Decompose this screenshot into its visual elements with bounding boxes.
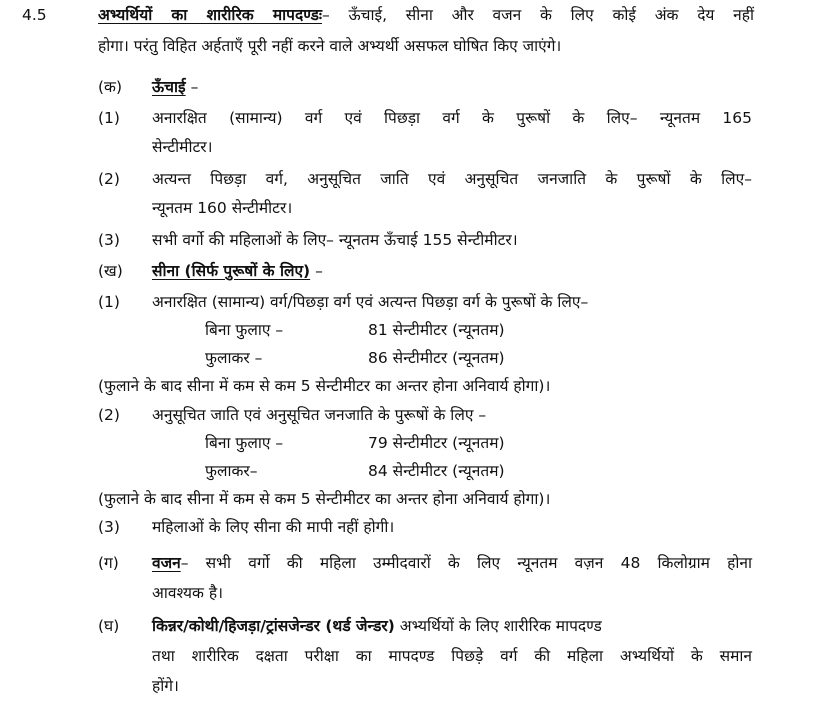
weight-line2: आवश्यक है। bbox=[152, 584, 223, 602]
chest-group2-row2-label: फुलाकर– bbox=[205, 462, 258, 480]
chest-group1-row1-label: बिना फुलाए – bbox=[205, 321, 284, 339]
height-item1-line2: सेन्टीमीटर। bbox=[152, 138, 213, 156]
chest-group2-num: (2) bbox=[98, 406, 120, 424]
chest-group1-text: अनारक्षित (सामान्य) वर्ग/पिछड़ा वर्ग एवं अत्यन्त पिछड़ा वर्ग के पुरूषों के लिए– bbox=[152, 293, 589, 311]
height-marker: (क) bbox=[98, 78, 122, 96]
section-intro-line2: होगा। परंतु विहित अर्हताएँ पूरी नहीं करने वाले अभ्यर्थी असफल घोषित किए जाएंगे। bbox=[98, 37, 562, 55]
chest-group2-text: अनुसूचित जाति एवं अनुसूचित जनजाति के पुरूषों के लिए – bbox=[152, 406, 487, 424]
transgender-title: किन्नर/कोथी/हिजड़ा/ट्रांसजेन्डर (थर्ड जेन्डर) bbox=[152, 617, 395, 635]
height-title: ऊँचाई bbox=[152, 78, 186, 96]
chest-group2-row2-value: 84 सेन्टीमीटर (न्यूनतम) bbox=[368, 462, 505, 480]
weight-marker: (ग) bbox=[98, 554, 119, 572]
height-item2-line1: अत्यन्त पिछड़ा वर्ग, अनुसूचित जाति एवं अनुसूचित जनजाति के पुरूषों के लिए– bbox=[152, 170, 752, 188]
chest-group1-row2-value: 86 सेन्टीमीटर (न्यूनतम) bbox=[368, 349, 505, 367]
section-heading: अभ्यर्थियों का शारीरिक मापदण्डः bbox=[98, 6, 322, 24]
chest-dash: – bbox=[310, 262, 323, 280]
chest-group1-note: (फुलाने के बाद सीना में कम से कम 5 सेन्टीमीटर का अन्तर होना अनिवार्य होगा)। bbox=[98, 377, 551, 395]
height-item3-line1: सभी वर्गो की महिलाओं के लिए– न्यूनतम ऊँचाई 155 सेन्टीमीटर। bbox=[152, 231, 518, 249]
height-heading bbox=[152, 76, 198, 98]
transgender-line1 bbox=[152, 615, 602, 637]
chest-group1-row2-label: फुलाकर – bbox=[205, 349, 263, 367]
chest-group1-row1-value: 81 सेन्टीमीटर (न्यूनतम) bbox=[368, 321, 505, 339]
intro-text: – ऊँचाई, सीना और वजन के लिए कोई अंक देय नहीं bbox=[322, 6, 754, 24]
chest-item3-num: (3) bbox=[98, 518, 120, 536]
chest-group2-row1-value: 79 सेन्टीमीटर (न्यूनतम) bbox=[368, 434, 505, 452]
weight-line1 bbox=[152, 552, 752, 574]
transgender-line2: तथा शारीरिक दक्षता परीक्षा का मापदण्ड पिछड़े वर्ग की महिला अभ्यर्थियों के समान bbox=[152, 647, 752, 665]
height-item1-line1: अनारक्षित (सामान्य) वर्ग एवं पिछड़ा वर्ग के पुरूषों के लिए– न्यूनतम 165 bbox=[152, 109, 752, 127]
transgender-text: अभ्यर्थियों के लिए शारीरिक मापदण्ड bbox=[394, 617, 602, 635]
chest-item3-text: महिलाओं के लिए सीना की मापी नहीं होगी। bbox=[152, 518, 395, 536]
height-item3-num: (3) bbox=[98, 231, 120, 249]
section-intro-line1 bbox=[98, 4, 754, 26]
weight-text: – सभी वर्गो की महिला उम्मीदवारों के लिए न्यूनतम वज़न 48 किलोग्राम होना bbox=[180, 554, 752, 572]
chest-group2-note: (फुलाने के बाद सीना में कम से कम 5 सेन्टीमीटर का अन्तर होना अनिवार्य होगा)। bbox=[98, 490, 551, 508]
chest-group2-row1-label: बिना फुलाए – bbox=[205, 434, 284, 452]
transgender-line3: होंगे। bbox=[152, 677, 179, 695]
height-item2-num: (2) bbox=[98, 170, 120, 188]
height-item1-num: (1) bbox=[98, 109, 120, 127]
transgender-marker: (घ) bbox=[98, 617, 120, 635]
chest-title: सीना (सिर्फ पुरूषों के लिए) bbox=[152, 262, 311, 280]
chest-heading bbox=[152, 260, 323, 282]
chest-marker: (ख) bbox=[98, 262, 123, 280]
height-dash: – bbox=[185, 78, 199, 96]
chest-group1-num: (1) bbox=[98, 293, 120, 311]
height-item2-line2: न्यूनतम 160 सेन्टीमीटर। bbox=[152, 199, 293, 217]
weight-title: वजन bbox=[152, 554, 181, 572]
section-number: 4.5 bbox=[22, 6, 47, 24]
